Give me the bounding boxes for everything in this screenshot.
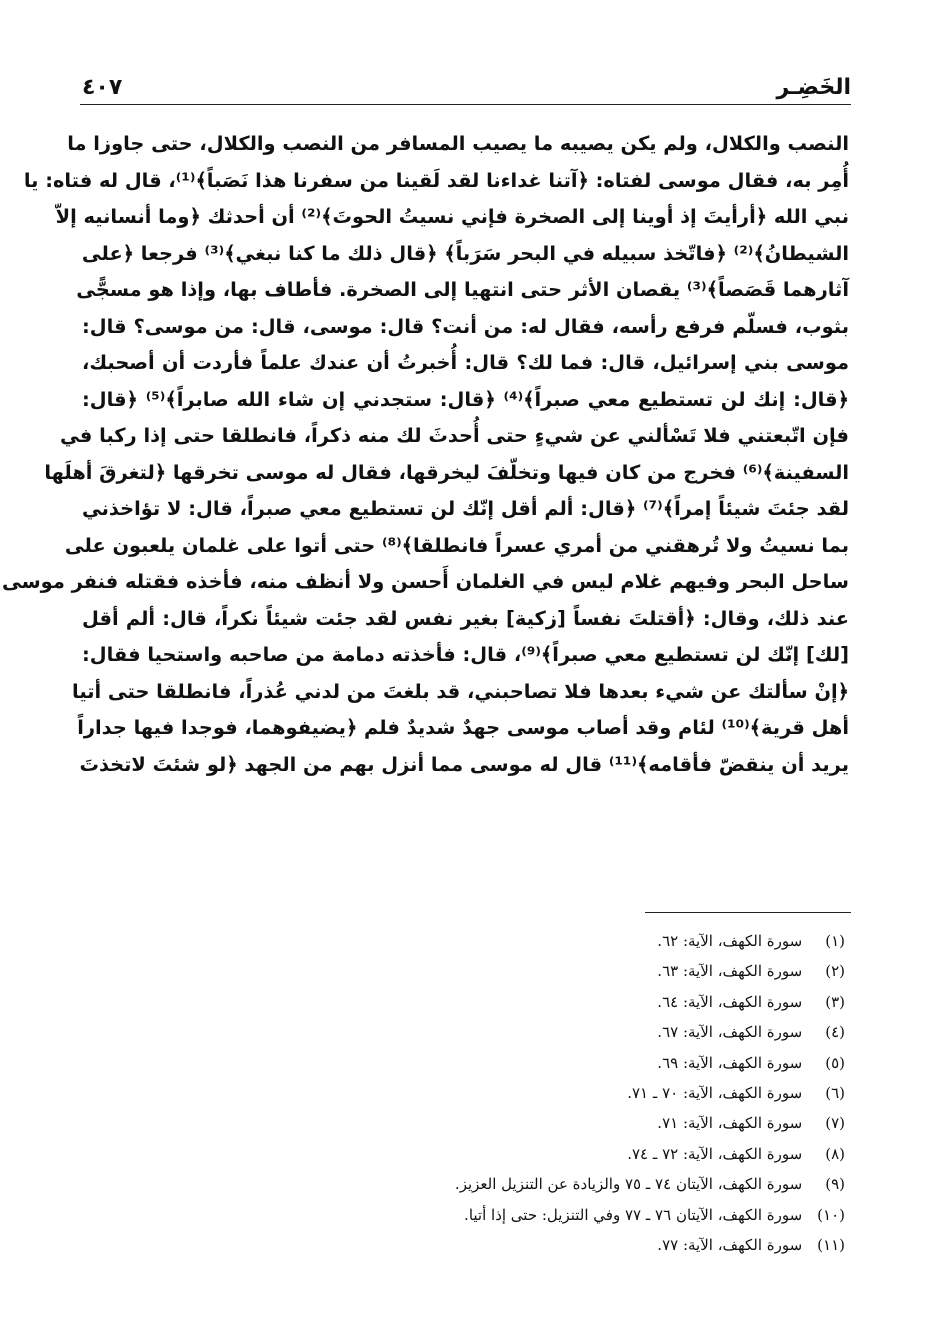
text-line: النصب والكلال، ولم يكن يصيبه ما يصيب المسافر من النصب والكلال، حتى جاوزا ما bbox=[67, 132, 849, 155]
footnote bbox=[325, 1139, 845, 1169]
footnote bbox=[325, 1017, 845, 1047]
text-line: آثارهما قَصَصاً﴾⁽³⁾ يقصان الأثر حتى انتهيا إلى الصخرة. فأطاف بها، وإذا هو مسجًّى bbox=[76, 278, 849, 301]
footnote-number: (٢) bbox=[825, 962, 845, 981]
text-line: فإن اتّبعتني فلا تَسْألني عن شيءٍ حتى أُحدثَ لك منه ذكراً، فانطلقا حتى إذا ركبا في bbox=[60, 424, 849, 447]
footnote bbox=[325, 1169, 845, 1199]
text-line: يريد أن ينقضّ فأقامه﴾⁽¹¹⁾ قال له موسى مما أنزل بهم من الجهد ﴿لو شئتَ لاتخذتَ bbox=[79, 752, 849, 776]
footnote-number: (٦) bbox=[825, 1083, 845, 1102]
footnote-number: (١١) bbox=[817, 1235, 845, 1254]
footnote-text: سورة الكهف، الآيتان ٧٤ ـ ٧٥ والزيادة عن التنزيل العزيز. bbox=[454, 1175, 803, 1194]
text-line: نبي الله ﴿أرأيتَ إذ أوينا إلى الصخرة فإني نسيتُ الحوتَ﴾⁽²⁾ أن أحدثك ﴿وما أنسانيه إلاّ bbox=[55, 205, 849, 228]
text-line: أهل قرية﴾⁽¹⁰⁾ لئام وقد أصاب موسى جهدٌ شديدٌ فلم ﴿يضيفوهما، فوجدا فيها جداراً bbox=[77, 716, 849, 739]
text-line: أُمِر به، فقال موسى لفتاه: ﴿آتنا غداءنا لقد لَقينا من سفرنا هذا نَصَباً﴾⁽¹⁾، قال له فتاه: يا bbox=[23, 168, 849, 192]
footnote bbox=[325, 1200, 845, 1230]
text-line: بما نسيتُ ولا تُرهقني من أمري عسراً فانطلقا﴾⁽⁸⁾ حتى أتوا على غلمان يلعبون على bbox=[64, 533, 849, 557]
footnotes-list bbox=[325, 926, 845, 1260]
footnote bbox=[325, 1048, 845, 1078]
text-line: بثوب، فسلّم فرفع رأسه، فقال له: من أنت؟ قال: موسى، قال: من موسى؟ قال: bbox=[82, 314, 849, 338]
page-header bbox=[82, 60, 851, 100]
footnote-number: (٤) bbox=[825, 1023, 845, 1042]
text-line: ﴿إنْ سألتك عن شيء بعدها فلا تصاحبني، قد بلغتَ من لدني عُذراً، فانطلقا حتى أتيا bbox=[72, 679, 849, 703]
footnote-number: (٧) bbox=[825, 1114, 845, 1133]
footnote-text: سورة الكهف، الآية: ٧٠ ـ ٧١. bbox=[627, 1083, 803, 1102]
footnote bbox=[325, 1108, 845, 1138]
running-title: الخَضِـر bbox=[776, 75, 851, 100]
text-line: [لك] إنّك لن تستطيع معي صبراً﴾⁽⁹⁾، قال: فأخذته دمامة من صاحبه واستحيا فقال: bbox=[82, 643, 850, 666]
text-line: ﴿قال: إنك لن تستطيع معي صبراً﴾⁽⁴⁾ ﴿قال: ستجدني إن شاء الله صابراً﴾⁽⁵⁾ ﴿قال: bbox=[82, 387, 849, 411]
footnote bbox=[325, 1230, 845, 1260]
footnote-text: سورة الكهف، الآية: ٧١. bbox=[657, 1114, 803, 1133]
footnote-text: سورة الكهف، الآية: ٧٢ ـ ٧٤. bbox=[627, 1144, 803, 1163]
footnote-text: سورة الكهف، الآية: ٧٧. bbox=[657, 1235, 803, 1254]
footnote-text: سورة الكهف، الآية: ٦٢. bbox=[657, 932, 803, 950]
footnote-number: (١٠) bbox=[817, 1205, 845, 1224]
footnote-number: (٨) bbox=[825, 1144, 845, 1163]
text-line: ساحل البحر وفيهم غلام ليس في الغلمان أَحسن ولا أنظف منه، فأخذه فقتله فنفر موسى bbox=[2, 570, 849, 593]
footnote-number: (٥) bbox=[825, 1053, 845, 1072]
footnote-divider bbox=[645, 912, 851, 913]
footnote-text: سورة الكهف، الآية: ٦٧. bbox=[657, 1023, 803, 1042]
page-number: ٤٠٧ bbox=[82, 75, 123, 100]
footnote-text: سورة الكهف، الآيتان ٧٦ ـ ٧٧ وفي التنزيل: حتى إذا أتيا. bbox=[464, 1205, 803, 1224]
footnote bbox=[325, 987, 845, 1017]
text-line: السفينة﴾⁽⁶⁾ فخرج من كان فيها وتخلّفَ ليخرقها، فقال له موسى تخرقها ﴿لتغرقَ أهلَها bbox=[44, 460, 849, 484]
footnote-number: (١) bbox=[825, 932, 845, 950]
header-divider bbox=[80, 104, 851, 105]
body-text bbox=[2, 126, 850, 783]
footnote-text: سورة الكهف، الآية: ٦٩. bbox=[657, 1053, 803, 1072]
footnote bbox=[325, 956, 845, 986]
footnote-number: (٩) bbox=[825, 1175, 845, 1194]
text-line: موسى بني إسرائيل، قال: فما لك؟ قال: أُخبرتُ أن عندك علماً فأردت أن أصحبك، bbox=[82, 351, 849, 374]
footnote-text: سورة الكهف، الآية: ٦٤. bbox=[657, 992, 803, 1011]
footnote bbox=[325, 926, 845, 956]
footnote bbox=[325, 1078, 845, 1108]
footnote-number: (٣) bbox=[825, 992, 845, 1011]
text-line: الشيطانُ﴾⁽²⁾ ﴿فاتّخذ سبيله في البحر سَرَباً﴾ ﴿قال ذلك ما كنا نبغي﴾⁽³⁾ فرجعا ﴿على bbox=[81, 241, 849, 265]
footnote-text: سورة الكهف، الآية: ٦٣. bbox=[657, 962, 803, 981]
text-line: لقد جئتَ شيئاً إمراً﴾⁽⁷⁾ ﴿قال: ألم أقل إنّك لن تستطيع معي صبراً، قال: لا تؤاخذني bbox=[82, 497, 849, 520]
text-line: عند ذلك، وقال: ﴿أقتلتَ نفساً [زكية] بغير نفس لقد جئت شيئاً نكراً، قال: ألم أقل bbox=[82, 606, 849, 630]
